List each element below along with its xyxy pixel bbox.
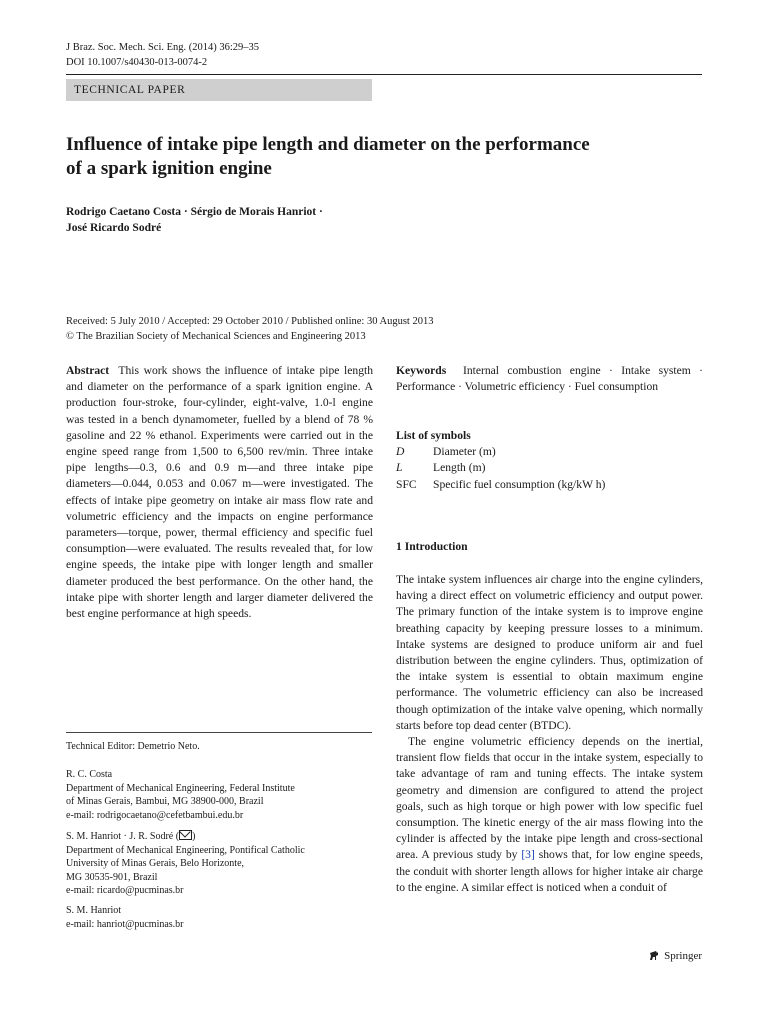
technical-editor: Technical Editor: Demetrio Neto. <box>66 741 200 752</box>
symbol-row <box>396 477 703 493</box>
affiliation-line: of Minas Gerais, Bambui, MG 38900-000, Brazil <box>66 796 264 807</box>
list-of-symbols <box>396 428 703 493</box>
section-banner: TECHNICAL PAPER <box>66 79 372 101</box>
symbol-key: SFC <box>396 477 417 491</box>
symbol-row <box>396 460 703 476</box>
affiliation-line: Department of Mechanical Engineering, Pontifical Catholic <box>66 844 305 856</box>
title-line-1: Influence of intake pipe length and diameter on the performance <box>66 134 590 155</box>
doi[interactable]: DOI 10.1007/s40430-013-0074-2 <box>66 57 208 68</box>
footnote-rule <box>66 732 372 733</box>
springer-horse-icon <box>648 950 660 962</box>
keywords-text: Internal combustion engine · Intake system · Performance · Volumetric efficiency · Fuel consumption <box>396 364 704 394</box>
publisher-name: Springer <box>664 950 702 962</box>
title-line-2: of a spark ignition engine <box>66 158 272 179</box>
copyright: © The Brazilian Society of Mechanical Sciences and Engineering 2013 <box>66 331 366 342</box>
paragraph: The intake system influences air charge into the engine cylinders, having a direct effect on volumetric efficiency and output power. The primary function of the intake system is to improve engine breathing capacity by keeping pressure losses to a minimum. Intake systems are designed to produce uniform air and fuel distribution between the engine cylinders. Thus, optimization of the intake system is essential to obtain maximum engine performance. The volumetric efficiency can also be increased though optimization of the intake valve opening, which normally starts before top dead center (BTDC). <box>396 573 703 732</box>
affiliation-name: S. M. Hanriot · J. R. Sodré ( ) <box>66 831 196 842</box>
symbols-heading: List of symbols <box>396 429 471 442</box>
email-link[interactable]: e-mail: ricardo@pucminas.br <box>66 885 184 896</box>
email-link[interactable]: e-mail: rodrigocaetano@cefetbambui.edu.br <box>66 809 244 821</box>
authors-line-2: José Ricardo Sodré <box>66 222 162 234</box>
envelope-icon <box>179 830 192 840</box>
journal-reference: J Braz. Soc. Mech. Sci. Eng. (2014) 36:29–35 <box>66 42 260 53</box>
affiliation-name: S. M. Hanriot <box>66 905 121 916</box>
symbol-key: D <box>396 445 405 459</box>
affiliation-costa <box>66 768 373 822</box>
section-heading-introduction: 1 Introduction <box>396 540 468 553</box>
publication-dates <box>66 314 706 344</box>
paper-title <box>66 133 686 181</box>
paragraph: The engine volumetric efficiency depends on the inertial, transient flow fields that occur in the intake system, especially to take advantage of ram and tuning effects. The intake system geometry and dimension are configured to attend the project goals, such as high torque or high power with low specific fuel consumption. The kinetic energy of the air mass flowing into the cylinder is affected by the intake pipe length and cross-sectional area. A previous study by [3] shows that, for low engine speeds, the conduit with shorter length allows for higher intake air charge to the engine. A similar effect is noticed when a conduit of <box>396 735 703 894</box>
citation-link[interactable]: [3] <box>521 848 535 862</box>
affiliation-hanriot-sodre <box>66 830 373 898</box>
abstract-label: Abstract <box>66 364 110 377</box>
symbol-key: L <box>396 461 403 475</box>
affiliation-line: Department of Mechanical Engineering, Federal Institute <box>66 782 295 794</box>
header-rule <box>66 74 702 75</box>
publisher-mark <box>648 950 702 962</box>
abstract-text: This work shows the influence of intake pipe length and diameter on the performance of a spark ignition engine. A production four-stroke, four-cylinder, eight-valve, 1.0-l engine was tested in a bench dynamometer, fuelled by a blend of 78 % gasoline and 22 % ethanol. Experiments were carried out in the engine speed range from 1,500 to 6,500 rev/min. Three intake pipe lengths—0.3, 0.6 and 0.9 m—and three intake pipe diameters—0.044, 0.053 and 0.067 m—were investigated. The effects of intake pipe geometry on intake air mass flow rate and volumetric efficiency and the impacts on engine performance parameters—torque, power, thermal efficiency and specific fuel consumption—were evaluated. The results revealed that, for low engine speeds, the intake pipe with longer length and smaller diameter produced the best performance. On the other hand, the intake pipe with shorter length and larger diameter delivered the best engine performance at high speeds. <box>66 364 374 621</box>
introduction-body <box>396 572 703 896</box>
symbol-desc: Specific fuel consumption (kg/kW h) <box>433 477 606 491</box>
affiliation-hanriot <box>66 904 373 931</box>
symbol-row <box>396 444 703 460</box>
symbol-desc: Length (m) <box>433 461 486 475</box>
author-list <box>66 204 566 236</box>
abstract <box>66 363 373 622</box>
affiliation-line: MG 30535-901, Brazil <box>66 871 158 883</box>
keywords <box>396 363 703 395</box>
affiliation-line: University of Minas Gerais, Belo Horizonte, <box>66 858 245 869</box>
keywords-label: Keywords <box>396 364 447 377</box>
symbol-desc: Diameter (m) <box>433 445 496 459</box>
affiliation-name: R. C. Costa <box>66 769 113 780</box>
email-link[interactable]: e-mail: hanriot@pucminas.br <box>66 918 184 930</box>
received-accepted: Received: 5 July 2010 / Accepted: 29 October 2010 / Published online: 30 August 2013 <box>66 316 434 327</box>
authors-line-1: Rodrigo Caetano Costa · Sérgio de Morais Hanriot · <box>66 206 323 218</box>
journal-citation <box>66 40 259 70</box>
